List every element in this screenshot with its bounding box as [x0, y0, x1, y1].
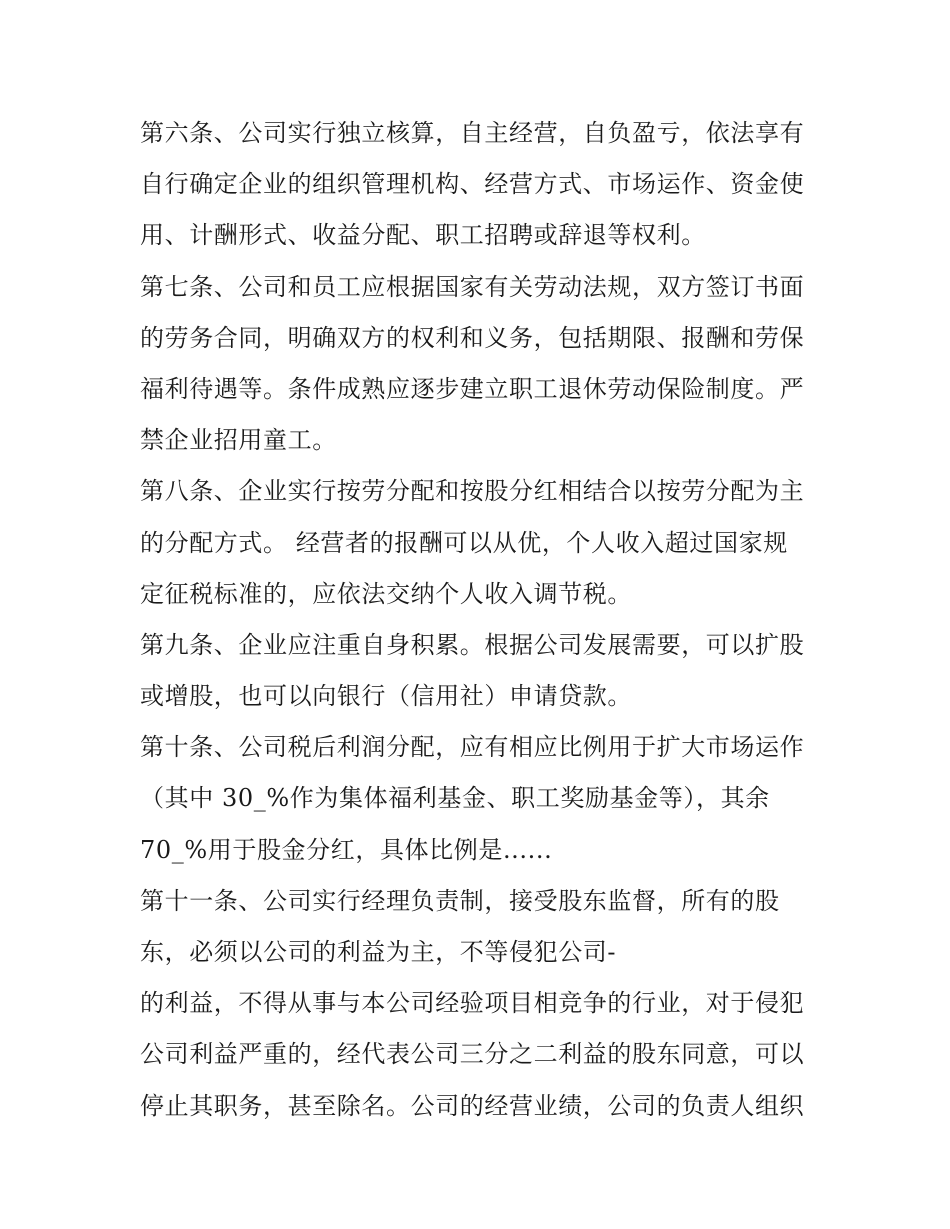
article-text-block	[140, 108, 830, 1132]
text-line-11: 第九条、企业应注重自身积累。根据公司发展需要，可以扩股	[140, 630, 805, 659]
text-line-19: 公司利益严重的，经代表公司三分之二利益的股东同意，可以	[140, 1040, 805, 1069]
text-line-9: 的分配方式。 经营者的报酬可以从优，个人收入超过国家规	[140, 528, 788, 557]
text-line-16: 第十一条、公司实行经理负责制，接受股东监督，所有的股	[140, 886, 780, 915]
text-line-4: 第七条、公司和员工应根据国家有关劳动法规，双方签订书面	[140, 272, 805, 301]
text-line-7: 禁企业招用童工。	[140, 426, 337, 455]
text-line-2: 自行确定企业的组织管理机构、经营方式、市场运作、资金使	[140, 170, 805, 199]
text-line-20: 停止其职务，甚至除名。公司的经营业绩，公司的负责人组织	[140, 1091, 805, 1120]
text-line-18: 的利益，不得从事与本公司经验项目相竞争的行业，对于侵犯	[140, 989, 805, 1018]
text-line-6: 福利待遇等。条件成熟应逐步建立职工退休劳动保险制度。严	[140, 374, 805, 403]
text-line-3: 用、计酬形式、收益分配、职工招聘或辞退等权利。	[140, 221, 706, 250]
text-line-13: 第十条、公司税后利润分配，应有相应比例用于扩大市场运作	[140, 733, 805, 762]
text-line-5: 的劳务合同，明确双方的权利和义务，包括期限、报酬和劳保	[140, 323, 805, 352]
text-line-8: 第八条、企业实行按劳分配和按股分红相结合以按劳分配为主	[140, 477, 805, 506]
text-line-1: 第六条、公司实行独立核算，自主经营，自负盈亏，依法享有	[140, 119, 805, 147]
text-line-14: （其中 30_%作为集体福利基金、职工奖励基金等），其余	[140, 784, 770, 813]
text-line-17: 东，必须以公司的利益为主，不等侵犯公司-	[140, 938, 617, 966]
text-line-12: 或增股，也可以向银行（信用社）申请贷款。	[140, 682, 632, 711]
text-line-10: 定征税标准的，应依法交纳个人收入调节税。	[140, 579, 632, 608]
text-line-15: 70_%用于股金分红，具体比例是......	[140, 835, 553, 864]
